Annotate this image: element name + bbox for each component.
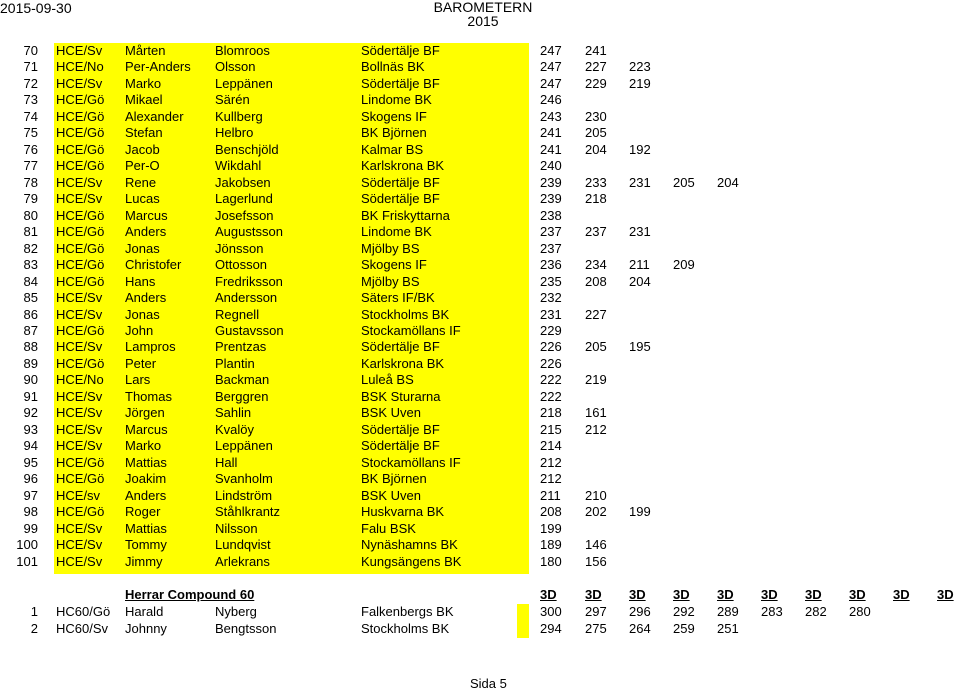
club-cell: Södertälje BF bbox=[361, 43, 440, 58]
rank-cell: 81 bbox=[23, 224, 38, 240]
first-name-cell: Jacob bbox=[125, 141, 160, 157]
first-name-cell: Hans bbox=[125, 273, 156, 289]
first-name-cell: Lucas bbox=[125, 191, 160, 207]
first-name-cell: Mikael bbox=[125, 92, 163, 108]
score-cell: 247 bbox=[540, 59, 562, 75]
class-cell: HCE/Gö bbox=[56, 471, 105, 487]
score-cell: 204 bbox=[717, 174, 739, 190]
club-cell: Falu BSK bbox=[361, 520, 416, 536]
club-cell: Säters IF/BK bbox=[361, 290, 435, 306]
table-row bbox=[0, 405, 960, 421]
score-cell: 212 bbox=[540, 471, 562, 487]
column-label-3d: 3D bbox=[585, 587, 602, 602]
rank-cell: 2 bbox=[30, 621, 38, 636]
first-name-cell: Jörgen bbox=[125, 405, 165, 421]
first-name-cell: Peter bbox=[125, 355, 157, 371]
last-name-cell: Nilsson bbox=[215, 520, 258, 536]
rank-cell: 97 bbox=[23, 487, 38, 503]
score-cell: 259 bbox=[673, 621, 695, 636]
class-cell: HC60/Sv bbox=[56, 621, 109, 636]
last-name-cell: Jönsson bbox=[215, 240, 264, 256]
score-cell: 239 bbox=[540, 191, 562, 207]
score-cell: 234 bbox=[585, 257, 607, 273]
score-cell: 243 bbox=[540, 108, 562, 124]
club-cell: Södertälje BF bbox=[361, 75, 440, 91]
club-cell: Lindome BK bbox=[361, 92, 432, 108]
table-row bbox=[0, 290, 960, 306]
score-cell: 204 bbox=[585, 141, 607, 157]
last-name-cell: Särén bbox=[215, 92, 250, 108]
page-number: Sida 5 bbox=[470, 676, 507, 691]
score-cell: 205 bbox=[585, 339, 607, 355]
club-cell: Kungsängens BK bbox=[361, 553, 462, 569]
first-name-cell: Rene bbox=[125, 174, 157, 190]
rank-cell: 85 bbox=[23, 290, 38, 306]
score-cell: 218 bbox=[585, 191, 607, 207]
score-cell: 237 bbox=[585, 224, 607, 240]
last-name-cell: Blomroos bbox=[215, 43, 270, 58]
club-cell: Stockamöllans IF bbox=[361, 322, 461, 338]
rank-cell: 83 bbox=[23, 257, 38, 273]
rank-cell: 82 bbox=[23, 240, 38, 256]
class-cell: HCE/Gö bbox=[56, 207, 105, 223]
club-cell: Skogens IF bbox=[361, 108, 427, 124]
rank-cell: 87 bbox=[23, 322, 38, 338]
score-cell: 210 bbox=[585, 487, 607, 503]
class-cell: HCE/Sv bbox=[56, 306, 103, 322]
score-cell: 211 bbox=[629, 257, 650, 273]
score-cell: 205 bbox=[673, 174, 695, 190]
class-cell: HCE/Sv bbox=[56, 438, 103, 454]
last-name-cell: Leppänen bbox=[215, 438, 273, 454]
class-cell: HCE/sv bbox=[56, 487, 101, 503]
score-cell: 282 bbox=[805, 604, 827, 619]
club-cell: Lindome BK bbox=[361, 224, 432, 240]
score-cell: 215 bbox=[540, 421, 562, 437]
table-row bbox=[0, 455, 960, 471]
last-name-cell: Arlekrans bbox=[215, 553, 270, 569]
class-cell: HCE/Gö bbox=[56, 454, 105, 470]
class-cell: HCE/No bbox=[56, 372, 104, 388]
last-name-cell: Benschjöld bbox=[215, 141, 279, 157]
score-cell: 229 bbox=[585, 75, 607, 91]
score-cell: 280 bbox=[849, 604, 871, 619]
score-cell: 227 bbox=[585, 306, 607, 322]
rank-cell: 74 bbox=[23, 108, 38, 124]
first-name-cell: Jonas bbox=[125, 306, 160, 322]
rank-cell: 71 bbox=[23, 59, 38, 75]
club-cell: Stockholms BK bbox=[361, 306, 450, 322]
first-name-cell: Mattias bbox=[125, 520, 167, 536]
score-cell: 146 bbox=[585, 537, 607, 553]
score-cell: 161 bbox=[585, 405, 607, 421]
last-name-cell: Kvalöy bbox=[215, 421, 255, 437]
score-cell: 239 bbox=[540, 174, 562, 190]
rank-cell: 93 bbox=[23, 421, 38, 437]
table-row bbox=[0, 438, 960, 454]
rank-cell: 78 bbox=[23, 174, 38, 190]
score-cell: 189 bbox=[540, 537, 562, 553]
club-cell: Karlskrona BK bbox=[361, 355, 445, 371]
class-cell: HCE/Sv bbox=[56, 191, 103, 207]
rank-cell: 88 bbox=[23, 339, 38, 355]
score-cell: 247 bbox=[540, 75, 562, 91]
rank-cell: 99 bbox=[23, 520, 38, 536]
last-name-cell: Augustsson bbox=[215, 224, 283, 240]
class-cell: HCE/Sv bbox=[56, 43, 103, 58]
first-name-cell: Mattias bbox=[125, 454, 167, 470]
last-name-cell: Olsson bbox=[215, 59, 256, 75]
class-cell: HCE/Sv bbox=[56, 537, 103, 553]
class-cell: HCE/Gö bbox=[56, 108, 105, 124]
last-name-cell: Sahlin bbox=[215, 405, 252, 421]
last-name-cell: Jakobsen bbox=[215, 174, 271, 190]
last-name-cell: Svanholm bbox=[215, 471, 273, 487]
table-row bbox=[0, 339, 960, 355]
table-row bbox=[0, 521, 960, 537]
table-row bbox=[0, 389, 960, 405]
score-cell: 246 bbox=[540, 92, 562, 108]
rank-cell: 77 bbox=[23, 158, 38, 174]
table-row bbox=[0, 356, 960, 372]
first-name-cell: Mårten bbox=[125, 43, 166, 58]
first-name-cell: Johnny bbox=[125, 621, 167, 636]
score-cell: 202 bbox=[585, 504, 607, 520]
score-cell: 219 bbox=[585, 372, 607, 388]
last-name-cell: Nyberg bbox=[215, 604, 257, 619]
club-cell: Luleå BS bbox=[361, 372, 414, 388]
club-cell: Södertälje BF bbox=[361, 174, 440, 190]
score-cell: 212 bbox=[540, 454, 562, 470]
first-name-cell: Harald bbox=[125, 604, 164, 619]
score-cell: 209 bbox=[673, 257, 695, 273]
last-name-cell: Lindström bbox=[215, 487, 273, 503]
last-name-cell: Wikdahl bbox=[215, 158, 262, 174]
score-cell: 300 bbox=[540, 604, 562, 619]
table-row bbox=[0, 175, 960, 191]
rank-cell: 76 bbox=[23, 141, 38, 157]
table-row bbox=[0, 43, 960, 59]
score-cell: 208 bbox=[540, 504, 562, 520]
table-row bbox=[0, 76, 960, 92]
club-cell: BSK Sturarna bbox=[361, 388, 441, 404]
first-name-cell: Thomas bbox=[125, 388, 172, 404]
table-row bbox=[0, 224, 960, 240]
last-name-cell: Helbro bbox=[215, 125, 254, 141]
first-name-cell: Alexander bbox=[125, 108, 184, 124]
table-row bbox=[0, 422, 960, 438]
score-cell: 199 bbox=[540, 520, 562, 536]
club-cell: Kalmar BS bbox=[361, 141, 424, 157]
first-name-cell: John bbox=[125, 322, 154, 338]
club-cell: BK Björnen bbox=[361, 125, 427, 141]
column-label-3d: 3D bbox=[761, 587, 778, 602]
first-name-cell: Marko bbox=[125, 438, 162, 454]
club-cell: Södertälje BF bbox=[361, 339, 440, 355]
score-cell: 241 bbox=[540, 125, 562, 141]
table-row bbox=[0, 471, 960, 487]
first-name-cell: Tommy bbox=[125, 537, 167, 553]
score-cell: 226 bbox=[540, 339, 562, 355]
rank-cell: 80 bbox=[23, 207, 38, 223]
last-name-cell: Ottosson bbox=[215, 257, 268, 273]
table-row bbox=[0, 504, 960, 520]
table-row bbox=[0, 59, 960, 75]
club-cell: BK Friskyttarna bbox=[361, 207, 450, 223]
rank-cell: 79 bbox=[23, 191, 38, 207]
club-cell: Södertälje BF bbox=[361, 191, 440, 207]
class-cell: HCE/Gö bbox=[56, 257, 105, 273]
table-row bbox=[0, 554, 960, 570]
score-cell: 230 bbox=[585, 108, 607, 124]
class-cell: HCE/Sv bbox=[56, 553, 103, 569]
last-name-cell: Josefsson bbox=[215, 207, 274, 223]
score-cell: 264 bbox=[629, 621, 651, 636]
score-cell: 251 bbox=[717, 621, 739, 636]
score-cell: 231 bbox=[629, 174, 651, 190]
class-cell: HCE/Sv bbox=[56, 388, 103, 404]
first-name-cell: Marcus bbox=[125, 207, 168, 223]
rank-cell: 86 bbox=[23, 306, 38, 322]
score-cell: 222 bbox=[540, 388, 562, 404]
last-name-cell: Andersson bbox=[215, 290, 278, 306]
last-name-cell: Kullberg bbox=[215, 108, 263, 124]
club-cell: Mjölby BS bbox=[361, 273, 420, 289]
class-cell: HCE/Sv bbox=[56, 174, 103, 190]
column-label-3d: 3D bbox=[849, 587, 866, 602]
rank-cell: 73 bbox=[23, 92, 38, 108]
score-cell: 240 bbox=[540, 158, 562, 174]
rank-cell: 89 bbox=[23, 355, 38, 371]
last-name-cell: Prentzas bbox=[215, 339, 267, 355]
last-name-cell: Backman bbox=[215, 372, 270, 388]
rank-cell: 95 bbox=[23, 454, 38, 470]
table-row bbox=[0, 604, 960, 620]
score-cell: 247 bbox=[540, 43, 562, 58]
first-name-cell: Jonas bbox=[125, 240, 160, 256]
first-name-cell: Roger bbox=[125, 504, 161, 520]
column-label-3d: 3D bbox=[805, 587, 822, 602]
last-name-cell: Leppänen bbox=[215, 75, 273, 91]
club-cell: Bollnäs BK bbox=[361, 59, 425, 75]
club-cell: Södertälje BF bbox=[361, 438, 440, 454]
table-row bbox=[0, 257, 960, 273]
score-cell: 237 bbox=[540, 240, 562, 256]
table-row bbox=[0, 372, 960, 388]
score-cell: 192 bbox=[629, 141, 651, 157]
class-cell: HCE/Gö bbox=[56, 141, 105, 157]
score-cell: 236 bbox=[540, 257, 562, 273]
score-cell: 218 bbox=[540, 405, 562, 421]
score-cell: 296 bbox=[629, 604, 651, 619]
club-cell: Stockholms BK bbox=[361, 621, 450, 636]
table-row bbox=[0, 158, 960, 174]
club-cell: BK Björnen bbox=[361, 471, 427, 487]
score-cell: 235 bbox=[540, 273, 562, 289]
score-cell: 232 bbox=[540, 290, 562, 306]
rank-cell: 98 bbox=[23, 504, 38, 520]
class-cell: HCE/Gö bbox=[56, 240, 105, 256]
class-cell: HCE/Gö bbox=[56, 322, 105, 338]
column-label-3d: 3D bbox=[937, 587, 954, 602]
score-cell: 231 bbox=[540, 306, 562, 322]
table-row bbox=[0, 125, 960, 141]
class-cell: HCE/Sv bbox=[56, 290, 103, 306]
column-label-3d: 3D bbox=[893, 587, 910, 602]
first-name-cell: Marcus bbox=[125, 421, 168, 437]
last-name-cell: Plantin bbox=[215, 355, 255, 371]
first-name-cell: Lampros bbox=[125, 339, 176, 355]
score-cell: 212 bbox=[585, 421, 607, 437]
column-label-3d: 3D bbox=[629, 587, 646, 602]
table-row bbox=[0, 307, 960, 323]
class-cell: HCE/No bbox=[56, 59, 104, 75]
section-header-row bbox=[0, 587, 960, 603]
club-cell: Södertälje BF bbox=[361, 421, 440, 437]
score-cell: 156 bbox=[585, 553, 607, 569]
score-cell: 238 bbox=[540, 207, 562, 223]
section-title: Herrar Compound 60 bbox=[125, 587, 255, 602]
table-row bbox=[0, 323, 960, 339]
table-row bbox=[0, 191, 960, 207]
club-cell: Mjölby BS bbox=[361, 240, 420, 256]
score-cell: 241 bbox=[540, 141, 562, 157]
class-cell: HCE/Sv bbox=[56, 339, 103, 355]
last-name-cell: Regnell bbox=[215, 306, 260, 322]
table-row bbox=[0, 274, 960, 290]
class-cell: HCE/Gö bbox=[56, 92, 105, 108]
class-cell: HCE/Gö bbox=[56, 504, 105, 520]
table-row bbox=[0, 92, 960, 108]
last-name-cell: Ståhlkrantz bbox=[215, 504, 281, 520]
club-cell: BSK Uven bbox=[361, 487, 421, 503]
first-name-cell: Anders bbox=[125, 487, 167, 503]
score-cell: 237 bbox=[540, 224, 562, 240]
score-cell: 275 bbox=[585, 621, 607, 636]
first-name-cell: Lars bbox=[125, 372, 151, 388]
score-cell: 294 bbox=[540, 621, 562, 636]
club-cell: Nynäshamns BK bbox=[361, 537, 458, 553]
score-cell: 292 bbox=[673, 604, 695, 619]
class-cell: HCE/Gö bbox=[56, 355, 105, 371]
last-name-cell: Lagerlund bbox=[215, 191, 273, 207]
first-name-cell: Per-O bbox=[125, 158, 160, 174]
class-cell: HCE/Sv bbox=[56, 421, 103, 437]
score-cell: 231 bbox=[629, 224, 651, 240]
class-cell: HCE/Gö bbox=[56, 158, 105, 174]
class-cell: HCE/Sv bbox=[56, 75, 103, 91]
rank-cell: 1 bbox=[30, 604, 38, 619]
last-name-cell: Lundqvist bbox=[215, 537, 271, 553]
rank-cell: 101 bbox=[16, 553, 38, 569]
rank-cell: 72 bbox=[23, 75, 38, 91]
rank-cell: 94 bbox=[23, 438, 38, 454]
last-name-cell: Gustavsson bbox=[215, 322, 284, 338]
score-cell: 208 bbox=[585, 273, 607, 289]
score-cell: 211 bbox=[540, 487, 561, 503]
score-cell: 229 bbox=[540, 322, 562, 338]
first-name-cell: Stefan bbox=[125, 125, 163, 141]
score-cell: 195 bbox=[629, 339, 651, 355]
class-cell: HC60/Gö bbox=[56, 604, 111, 619]
last-name-cell: Hall bbox=[215, 454, 238, 470]
rank-cell: 91 bbox=[23, 388, 38, 404]
first-name-cell: Per-Anders bbox=[125, 59, 191, 75]
column-label-3d: 3D bbox=[673, 587, 690, 602]
last-name-cell: Bengtsson bbox=[215, 621, 277, 636]
table-row bbox=[0, 142, 960, 158]
club-cell: Stockamöllans IF bbox=[361, 454, 461, 470]
club-cell: Karlskrona BK bbox=[361, 158, 445, 174]
class-cell: HCE/Gö bbox=[56, 224, 105, 240]
rank-cell: 90 bbox=[23, 372, 38, 388]
rank-cell: 100 bbox=[16, 537, 38, 553]
table-row bbox=[0, 621, 960, 637]
score-cell: 219 bbox=[629, 75, 651, 91]
score-cell: 297 bbox=[585, 604, 607, 619]
table-row bbox=[0, 241, 960, 257]
column-label-3d: 3D bbox=[717, 587, 734, 602]
score-cell: 227 bbox=[585, 59, 607, 75]
score-cell: 222 bbox=[540, 372, 562, 388]
score-cell: 223 bbox=[629, 59, 651, 75]
score-cell: 205 bbox=[585, 125, 607, 141]
rank-cell: 70 bbox=[23, 43, 38, 58]
report-title: BAROMETERN 2015 bbox=[433, 0, 533, 29]
rank-cell: 75 bbox=[23, 125, 38, 141]
club-cell: Falkenbergs BK bbox=[361, 604, 454, 619]
last-name-cell: Fredriksson bbox=[215, 273, 283, 289]
club-cell: BSK Uven bbox=[361, 405, 421, 421]
class-cell: HCE/Gö bbox=[56, 125, 105, 141]
first-name-cell: Anders bbox=[125, 290, 167, 306]
class-cell: HCE/Sv bbox=[56, 405, 103, 421]
table-row bbox=[0, 208, 960, 224]
score-cell: 289 bbox=[717, 604, 739, 619]
club-cell: Skogens IF bbox=[361, 257, 427, 273]
class-cell: HCE/Gö bbox=[56, 273, 105, 289]
table-row bbox=[0, 109, 960, 125]
rank-cell: 96 bbox=[23, 471, 38, 487]
first-name-cell: Marko bbox=[125, 75, 162, 91]
score-cell: 199 bbox=[629, 504, 651, 520]
class-cell: HCE/Sv bbox=[56, 520, 103, 536]
column-label-3d: 3D bbox=[540, 587, 557, 602]
report-date: 2015-09-30 bbox=[0, 0, 72, 16]
first-name-cell: Joakim bbox=[125, 471, 167, 487]
last-name-cell: Berggren bbox=[215, 388, 269, 404]
score-cell: 241 bbox=[585, 43, 607, 58]
first-name-cell: Jimmy bbox=[125, 553, 163, 569]
first-name-cell: Christofer bbox=[125, 257, 182, 273]
score-cell: 226 bbox=[540, 355, 562, 371]
table-row bbox=[0, 537, 960, 553]
score-cell: 283 bbox=[761, 604, 783, 619]
rank-cell: 92 bbox=[23, 405, 38, 421]
score-cell: 214 bbox=[540, 438, 562, 454]
score-cell: 233 bbox=[585, 174, 607, 190]
rank-cell: 84 bbox=[23, 273, 38, 289]
table-row bbox=[0, 488, 960, 504]
club-cell: Huskvarna BK bbox=[361, 504, 445, 520]
first-name-cell: Anders bbox=[125, 224, 167, 240]
score-cell: 204 bbox=[629, 273, 651, 289]
score-cell: 180 bbox=[540, 553, 562, 569]
